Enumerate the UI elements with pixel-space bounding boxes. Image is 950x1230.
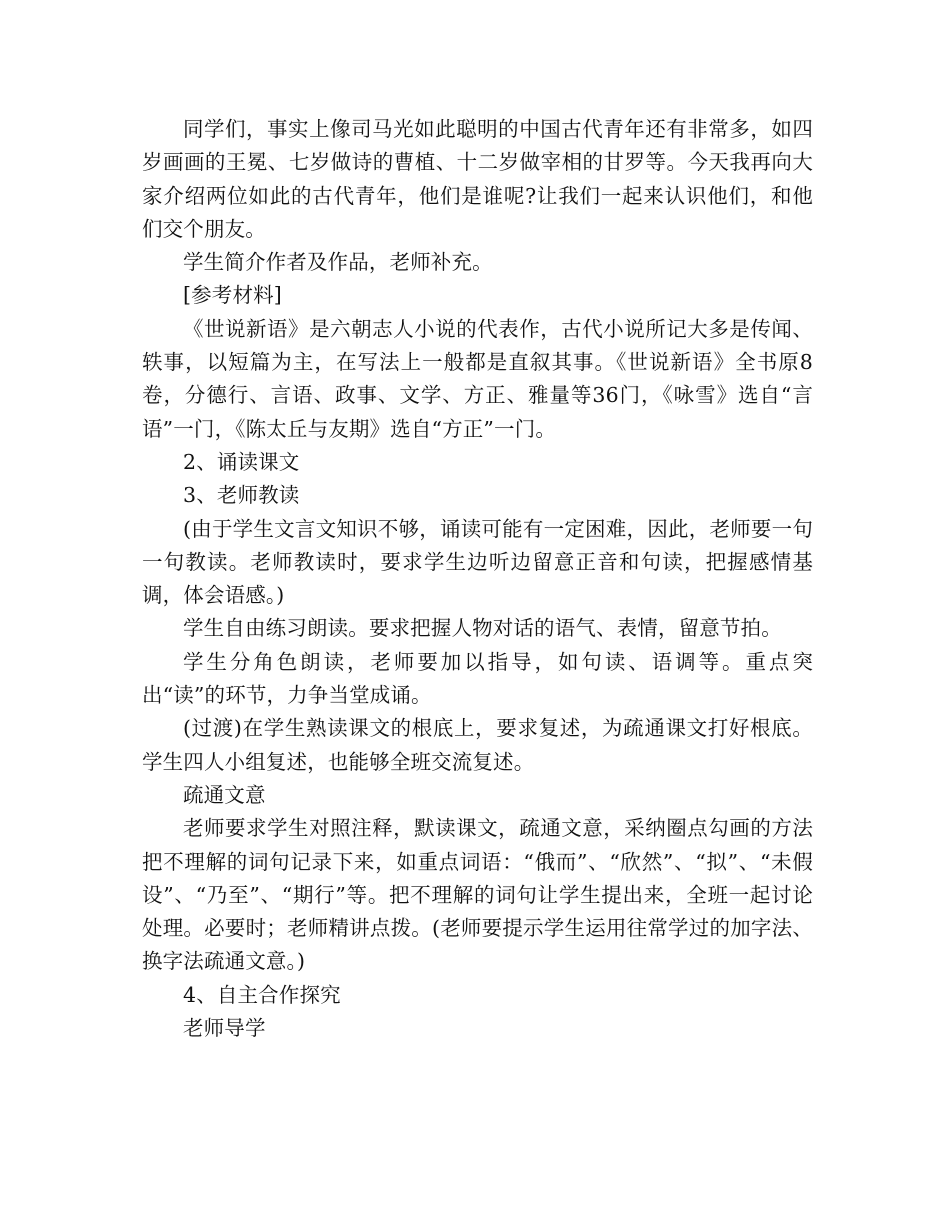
paragraph-reference-material: 《世说新语》是六朝志人小说的代表作，古代小说所记大多是传闻、轶事，以短篇为主，在写法上一般都是直叙其事。《世说新语》全书原8卷，分德行、言语、政事、文学、方正、雅量等36门，《咏雪》选自“言语”一门，《陈太丘与友期》选自“方正”一门。 (142, 316, 813, 441)
section-heading-meaning: 疏通文意 (183, 782, 266, 807)
paragraph-free-practice: 学生自由练习朗读。要求把握人物对话的语气、表情，留意节拍。 (183, 616, 782, 641)
paragraph-transition: (过渡)在学生熟读课文的根底上，要求复述，为疏通课文打好根底。学生四人小组复述，也能够全班交流复述。 (142, 716, 813, 774)
paragraph-intro: 同学们，事实上像司马光如此聪明的中国古代青年还有非常多，如四岁画画的王冕、七岁做诗的曹植、十二岁做宰相的甘罗等。今天我再向大家介绍两位如此的古代青年，他们是谁呢?让我们一起来认识他们，和他们交个朋友。 (142, 117, 813, 241)
section-heading-cooperative-inquiry: 4、自主合作探究 (183, 982, 341, 1007)
paragraph-reading-note: (由于学生文言文知识不够，诵读可能有一定困难，因此，老师要一句一句教读。老师教读时，要求学生边听边留意正音和句读，把握感情基调，体会语感。) (142, 516, 813, 608)
paragraph-reference-heading: [参考材料] (183, 283, 282, 308)
section-heading-teacher-reading: 3、老师教读 (183, 483, 300, 508)
document-body (142, 113, 813, 1045)
paragraph-role-reading: 学生分角色朗读，老师要加以指导，如句读、语调等。重点突出“读”的环节，力争当堂成诵。 (142, 649, 813, 708)
paragraph-meaning-detail: 老师要求学生对照注释，默读课文，疏通文意，采纳圈点勾画的方法把不理解的词句记录下来，如重点词语：“俄而”、“欣然”、“拟”、“未假设”、“乃至”、“期行”等。把不理解的词句让学生提出来，全班一起讨论处理。必要时；老师精讲点拨。(老师要提示学生运用往常学过的加字法、换字法疏通文意。) (142, 816, 813, 974)
paragraph-author-intro: 学生简介作者及作品，老师补充。 (183, 250, 493, 275)
section-heading-recite: 2、诵读课文 (183, 449, 300, 474)
paragraph-teacher-guide: 老师导学 (183, 1016, 266, 1041)
